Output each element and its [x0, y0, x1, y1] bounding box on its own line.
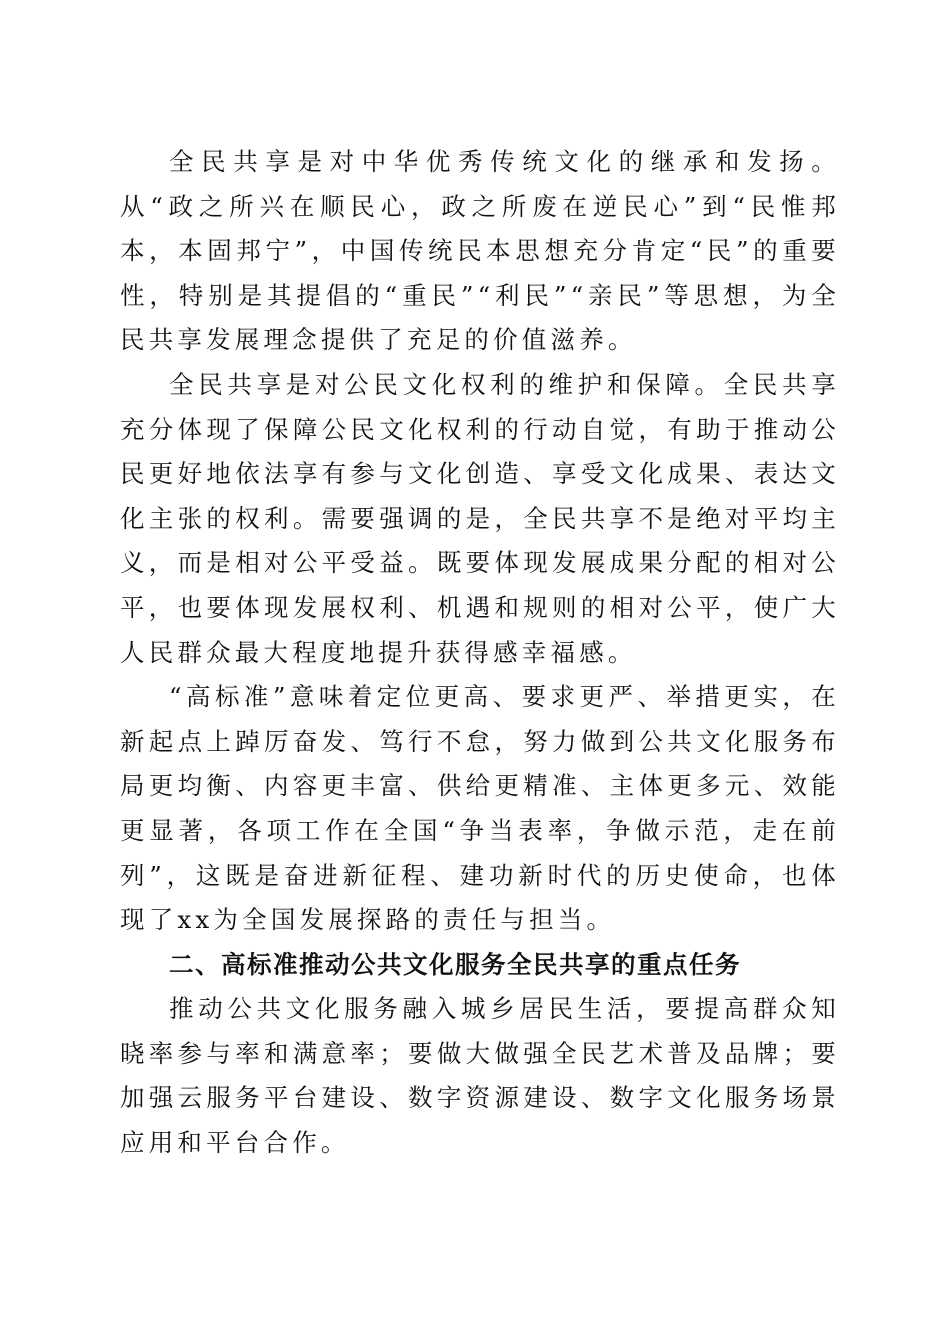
paragraph-high-standard: “高标准”意味着定位更高、要求更严、举措更实，在新起点上踔厉奋发、笃行不怠，努力做到公共文化服务布局更均衡、内容更丰富、供给更精准、主体更多元、效能更显著，各项工作在全国“争当表率，争做示范，走在前列”，这既是奋进新征程、建功新时代的历史使命，也体现了xx为全国发展探路的责任与担当。 — [120, 682, 840, 935]
paragraph-cultural-heritage: 全民共享是对中华优秀传统文化的继承和发扬。从“政之所兴在顺民心，政之所废在逆民心”到“民惟邦本，本固邦宁”，中国传统民本思想充分肯定“民”的重要性，特别是其提倡的“重民”“利民”“亲民”等思想，为全民共享发展理念提供了充足的价值滋养。 — [120, 147, 840, 355]
section-heading: 二、高标准推动公共文化服务全民共享的重点任务 — [169, 949, 741, 979]
document-body — [120, 140, 840, 1166]
paragraph-key-tasks: 推动公共文化服务融入城乡居民生活，要提高群众知晓率参与率和满意率；要做大做强全民艺术普及品牌；要加强云服务平台建设、数字资源建设、数字文化服务场景应用和平台合作。 — [120, 994, 840, 1158]
paragraph-cultural-rights: 全民共享是对公民文化权利的维护和保障。全民共享充分体现了保障公民文化权利的行动自觉，有助于推动公民更好地依法享有参与文化创造、享受文化成果、表达文化主张的权利。需要强调的是，全民共享不是绝对平均主义，而是相对公平受益。既要体现发展成果分配的相对公平，也要体现发展权利、机遇和规则的相对公平，使广大人民群众最大程度地提升获得感幸福感。 — [120, 369, 840, 667]
